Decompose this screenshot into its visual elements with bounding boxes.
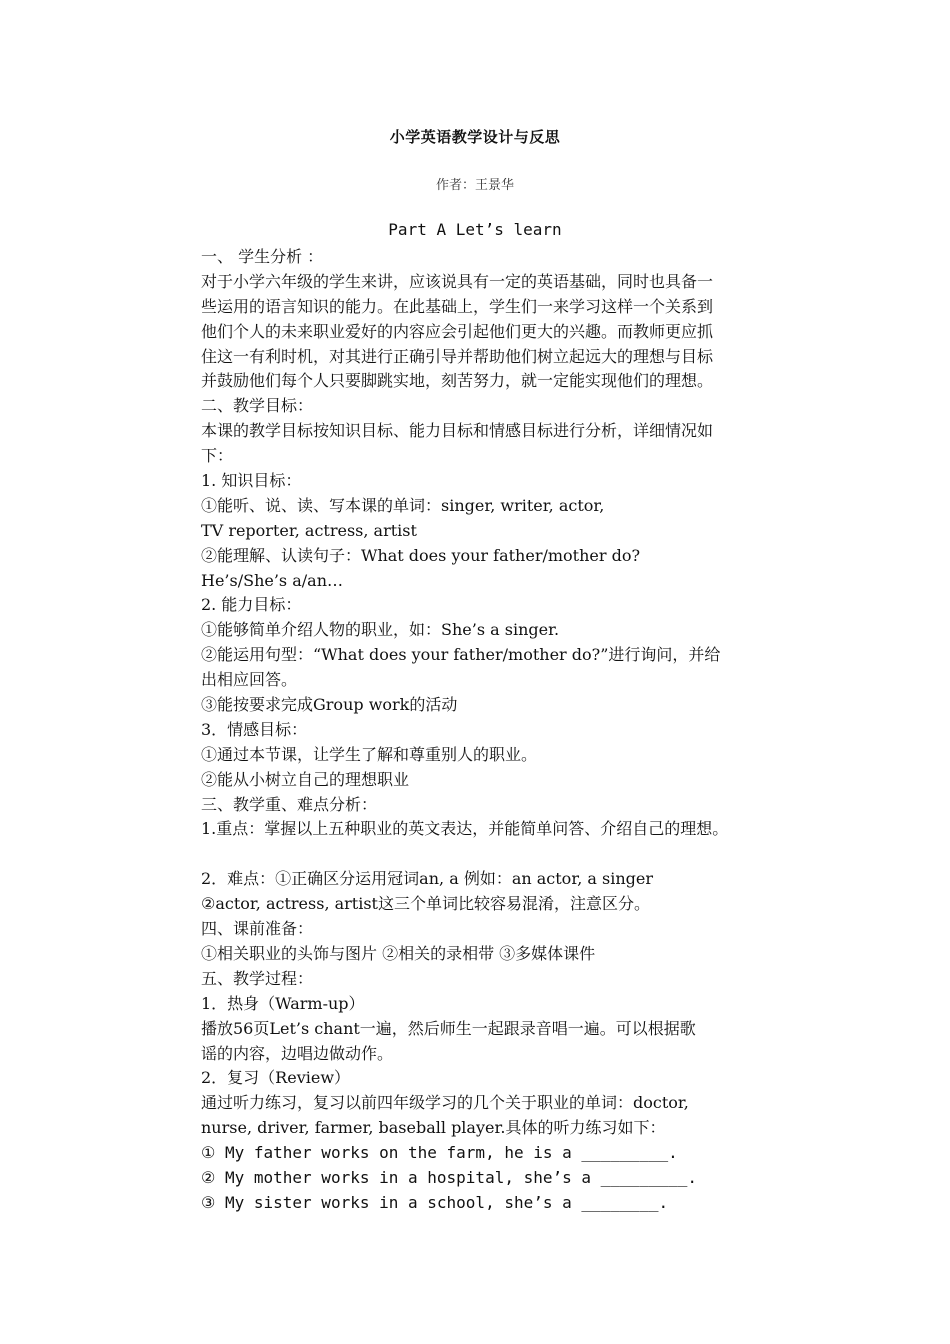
list-item: ③能按要求完成Group work的活动 bbox=[201, 695, 458, 715]
document-body bbox=[201, 245, 813, 1216]
subheading-ability-goals: 2. 能力目标： bbox=[201, 595, 302, 615]
section-heading-teaching-process: 五、教学过程： bbox=[201, 968, 314, 988]
exercise-item: ① My father works on the farm, he is a _________. bbox=[201, 1143, 678, 1163]
exercise-item: ② My mother works in a hospital, she’s a _________. bbox=[201, 1167, 697, 1187]
paragraph-line: 对于小学六年级的学生来讲，应该说具有一定的英语基础，同时也具备一 bbox=[201, 271, 714, 291]
part-heading: Part A Let’s learn bbox=[388, 220, 562, 239]
list-item: ①能听、说、读、写本课的单词：singer, writer, actor, bbox=[201, 495, 605, 515]
document-title: 小学英语教学设计与反思 bbox=[389, 128, 561, 146]
paragraph-line: 住这一有利时机，对其进行正确引导并帮助他们树立起远大的理想与目标 bbox=[201, 346, 714, 366]
paragraph-line: 并鼓励他们每个人只要脚跳实地，刻苦努力，就一定能实现他们的理想。 bbox=[201, 371, 714, 391]
list-item: ②能理解、认读句子：What does your father/mother do? bbox=[201, 545, 641, 565]
paragraph-line: ①相关职业的头饰与图片 ②相关的录相带 ③多媒体课件 bbox=[201, 943, 596, 963]
section-heading-preparation: 四、课前准备： bbox=[201, 919, 314, 939]
section-heading-student-analysis: 一、 学生分析 ： bbox=[201, 247, 324, 266]
blank-line bbox=[201, 842, 813, 867]
document-author: 作者：王景华 bbox=[435, 178, 514, 193]
paragraph-line: 些运用的语言知识的能力。在此基础上，学生们一来学习这样一个关系到 bbox=[201, 296, 714, 316]
list-item: ②能从小树立自己的理想职业 bbox=[201, 769, 410, 789]
subheading-review: 2．复习（Review） bbox=[201, 1068, 351, 1088]
paragraph-line: 下： bbox=[201, 446, 234, 466]
exercise-item: ③ My sister works in a school, she’s a ________. bbox=[201, 1192, 669, 1212]
paragraph-line: 他们个人的未来职业爱好的内容应会引起他们更大的兴趣。而教师更应抓 bbox=[201, 321, 714, 341]
section-heading-teaching-goals: 二、教学目标： bbox=[201, 396, 314, 416]
paragraph-line: 谣的内容，边唱边做动作。 bbox=[201, 1043, 394, 1063]
paragraph-line: 1.重点：掌握以上五种职业的英文表达，并能简单问答、介绍自己的理想。 bbox=[201, 819, 729, 839]
paragraph-line: 2．难点：①正确区分运用冠词an, a 例如：an actor, a singer bbox=[201, 869, 653, 889]
paragraph-line: nurse, driver, farmer, baseball player.具体的听力练习如下： bbox=[201, 1118, 666, 1138]
list-item-continued: He’s/She’s a/an… bbox=[201, 570, 343, 590]
list-item-continued: 出相应回答。 bbox=[201, 670, 298, 690]
list-item-continued: TV reporter, actress, artist bbox=[201, 520, 417, 540]
list-item: ②能运用句型：“What does your father/mother do?”进行询问，并给 bbox=[201, 645, 721, 665]
subheading-knowledge-goals: 1. 知识目标： bbox=[201, 471, 302, 491]
list-item: ①能够简单介绍人物的职业，如：She’s a singer. bbox=[201, 620, 560, 640]
paragraph-line: 播放56页Let’s chant一遍，然后师生一起跟录音唱一遍。可以根据歌 bbox=[201, 1018, 696, 1038]
paragraph-line: 本课的教学目标按知识目标、能力目标和情感目标进行分析，详细情况如 bbox=[201, 421, 714, 441]
paragraph-line: 通过听力练习，复习以前四年级学习的几个关于职业的单词：doctor, bbox=[201, 1093, 689, 1113]
subheading-emotional-goals: 3．情感目标： bbox=[201, 719, 308, 739]
paragraph-line: ②actor, actress, artist这三个单词比较容易混淆，注意区分。 bbox=[201, 894, 650, 914]
list-item: ①通过本节课，让学生了解和尊重别人的职业。 bbox=[201, 744, 538, 764]
subheading-warm-up: 1．热身（Warm-up） bbox=[201, 993, 365, 1013]
section-heading-key-points: 三、教学重、难点分析： bbox=[201, 794, 378, 814]
